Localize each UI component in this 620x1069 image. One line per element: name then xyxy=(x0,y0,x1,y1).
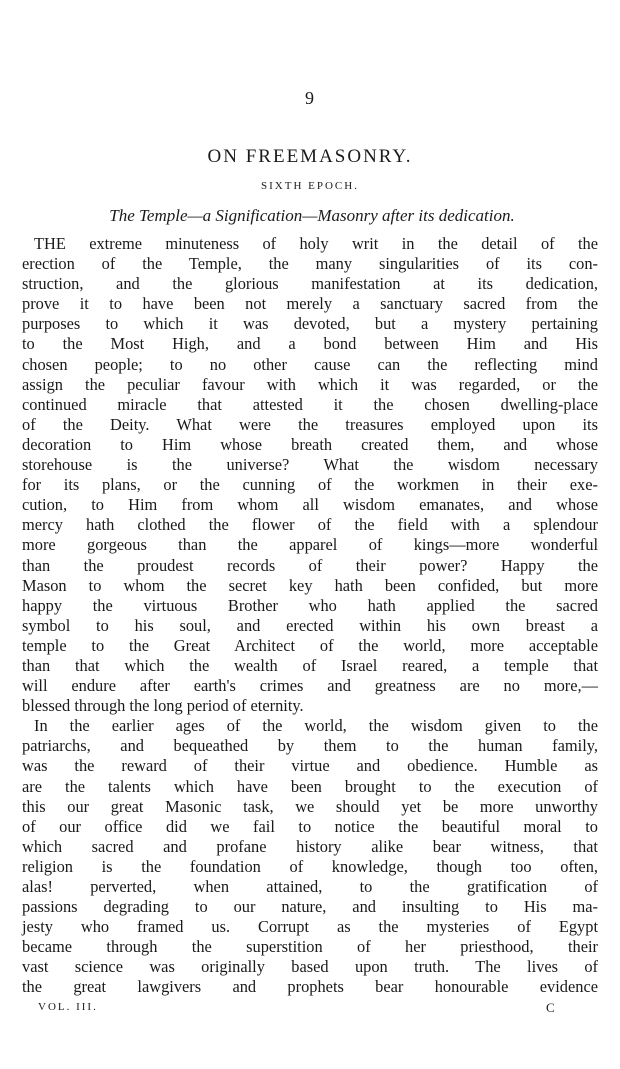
text-line: to the Most High, and a bond between Him and His xyxy=(22,334,598,354)
text-line: In the earlier ages of the world, the wisdom given to the xyxy=(34,716,598,736)
text-line: vast science was originally based upon truth. The lives of xyxy=(22,957,598,977)
text-line: prove it to have been not merely a sanctuary sacred from the xyxy=(22,294,598,314)
text-line: which sacred and profane history alike bear witness, that xyxy=(22,836,598,856)
text-line: jesty who framed us. Corrupt as the mysteries of Egypt xyxy=(22,917,598,937)
section-subtitle: The Temple—a Signification—Masonry after its dedication. xyxy=(109,206,515,225)
text-line: erection of the Temple, the many singularities of its con- xyxy=(22,254,598,274)
text-line: assign the peculiar favour with which it was regarded, or the xyxy=(22,374,598,394)
text-line: religion is the foundation of knowledge, though too often, xyxy=(22,856,598,876)
text-line: storehouse is the universe? What the wisdom necessary xyxy=(22,455,598,475)
text-line: will endure after earth's crimes and greatness are no more,— xyxy=(22,676,598,696)
text-line: the great lawgivers and prophets bear honourable evidence xyxy=(22,977,598,997)
page-number: 9 xyxy=(305,88,315,108)
text-line: passions degrading to our nature, and insulting to His ma- xyxy=(22,897,598,917)
text-line: THE extreme minuteness of holy writ in the detail of the xyxy=(34,234,598,253)
text-line: decoration to Him whose breath created them, and whose xyxy=(22,434,598,454)
text-line: mercy hath clothed the flower of the field with a splendour xyxy=(22,515,598,535)
text-line: became through the superstition of her priesthood, their xyxy=(22,937,598,957)
text-line: symbol to his soul, and erected within his own breast a xyxy=(22,615,598,635)
volume-marker: VOL. III. xyxy=(38,1001,98,1013)
text-line: than that which the wealth of Israel reared, a temple that xyxy=(22,655,598,675)
text-line: blessed through the long period of eternity. xyxy=(22,696,304,716)
text-line: Mason to whom the secret key hath been confided, but more xyxy=(22,575,598,595)
section-heading: SIXTH EPOCH. xyxy=(261,180,359,192)
text-line: chosen people; to no other cause can the reflecting mind xyxy=(22,354,598,374)
text-line: than the proudest records of their power? Happy the xyxy=(22,555,598,575)
signature-mark: C xyxy=(546,1000,555,1015)
text-line: temple to the Great Architect of the world, more acceptable xyxy=(22,635,598,655)
chapter-title: ON FREEMASONRY. xyxy=(207,146,413,167)
text-line: patriarchs, and bequeathed by them to the human family, xyxy=(22,736,598,756)
text-line: purposes to which it was devoted, but a mystery pertaining xyxy=(22,314,598,334)
text-line: this our great Masonic task, we should yet be more unworthy xyxy=(22,796,598,816)
text-line: more gorgeous than the apparel of kings—more wonderful xyxy=(22,535,598,555)
text-line: for its plans, or the cunning of the workmen in their exe- xyxy=(22,475,598,495)
text-line: alas! perverted, when attained, to the gratification of xyxy=(22,877,598,896)
text-line: cution, to Him from whom all wisdom emanates, and whose xyxy=(22,495,598,515)
body-text xyxy=(22,234,598,998)
text-line: happy the virtuous Brother who hath applied the sacred xyxy=(22,595,598,615)
text-line: of the Deity. What were the treasures employed upon its xyxy=(22,414,598,434)
text-line: are the talents which have been brought to the execution of xyxy=(22,776,598,796)
text-line: was the reward of their virtue and obedience. Humble as xyxy=(22,756,598,776)
text-line: continued miracle that attested it the chosen dwelling-place xyxy=(22,394,598,414)
text-line: struction, and the glorious manifestation at its dedication, xyxy=(22,274,598,294)
text-line: of our office did we fail to notice the beautiful moral to xyxy=(22,816,598,836)
